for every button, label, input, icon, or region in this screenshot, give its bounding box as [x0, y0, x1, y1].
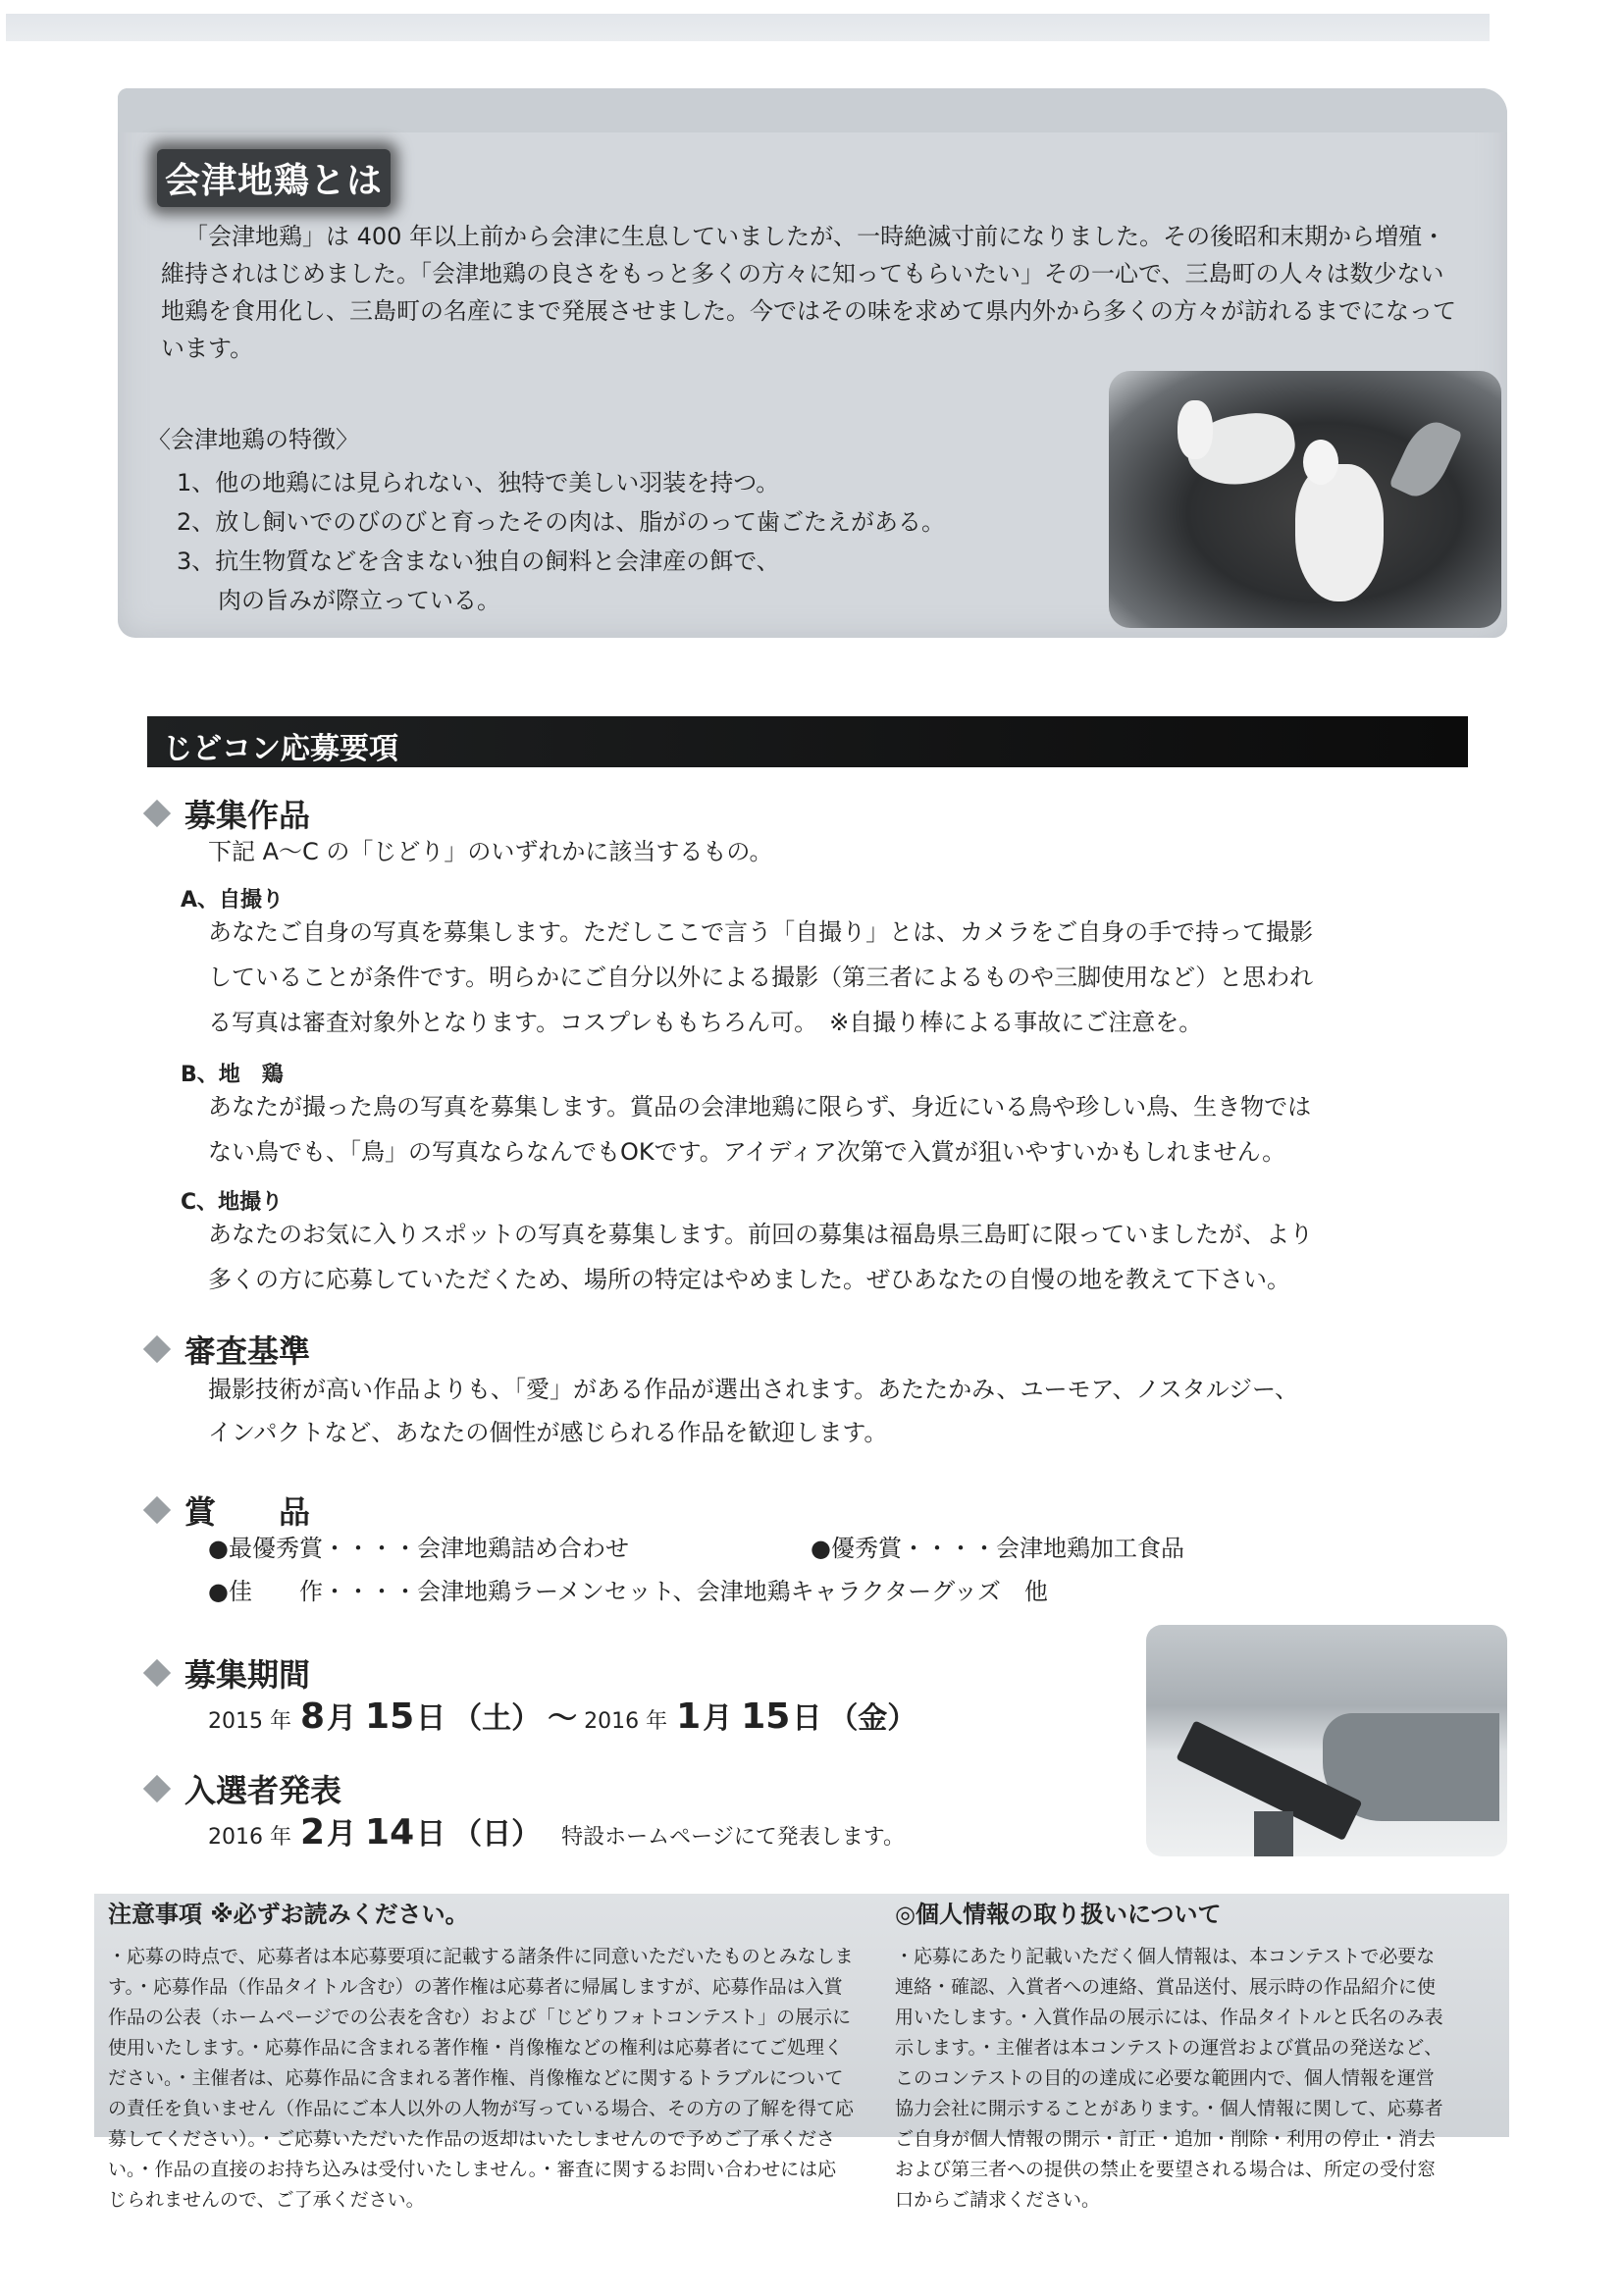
bridge-shape: [1254, 1811, 1293, 1856]
diamond-bullet-icon: [143, 1659, 171, 1687]
end-day: 15: [741, 1696, 791, 1737]
works-item-a-line: していることが条件です。明らかにご自分以外による撮影（第三者によるものや三脚使用など）と思われ: [208, 964, 1314, 991]
works-heading: [139, 791, 310, 836]
guidelines-title: じどコン応募要項: [163, 732, 398, 766]
notice-section: [108, 1900, 854, 2216]
start-month: 8: [299, 1696, 326, 1737]
start-month-unit: 月: [327, 1701, 357, 1736]
criteria-line: インパクトなど、あなたの個性が感じられる作品を歓迎します。: [208, 1419, 888, 1446]
prize-honorable: ●佳 作・・・・会津地鶏ラーメンセット、会津地鶏キャラクターグッズ 他: [208, 1578, 1048, 1605]
rooster-head-shape: [1178, 400, 1213, 459]
announcement-heading-text: 入選者発表: [184, 1772, 342, 1809]
feature-item-continued: 肉の旨みが際立っている。: [218, 587, 500, 614]
end-weekday: （金）: [828, 1701, 917, 1736]
privacy-section: [895, 1900, 1444, 2216]
works-lead: 下記 A～C の「じどり」のいずれかに該当するもの。: [208, 838, 773, 865]
works-item-a-label: A、自撮り: [181, 888, 285, 913]
intro-paragraph-text: 「会津地鶏」は 400 年以上前から会津に生息していましたが、一時絶滅寸前になりました。その後昭和末期から増殖・維持されはじめました。「会津地鶏の良さをもっと多くの方々に知ってもらいたい」その一心で、三島町の人々は数少ない地鶏を食用化し、三島町の名産にまで発展させました。今ではその味を求めて県内外から多くの方々が訪れるまでになっています。: [161, 223, 1456, 362]
range-tilde: ～: [548, 1701, 578, 1736]
works-item-c-label: C、地撮り: [181, 1190, 284, 1215]
features-list: [177, 463, 945, 620]
announce-day: 14: [365, 1812, 415, 1852]
period-dates: [208, 1694, 916, 1737]
guidelines-header-bar: [147, 716, 1468, 767]
feature-item: 3、抗生物質などを含まない独自の飼料と会津産の餌で、: [177, 548, 780, 575]
leaf-shape: [1388, 414, 1462, 504]
announce-weekday: （日）: [452, 1817, 542, 1852]
start-year: 2015 年: [208, 1709, 291, 1734]
announcement-date: [208, 1809, 905, 1852]
top-scan-strip: [6, 14, 1490, 41]
end-day-unit: 日: [792, 1701, 822, 1736]
end-month: 1: [676, 1696, 702, 1737]
works-item-b-line: あなたが撮った鳥の写真を募集します。賞品の会津地鶏に限らず、身近にいる鳥や珍しい鳥、生き物では: [208, 1093, 1312, 1121]
works-item-a-line: る写真は審査対象外となります。コスプレももちろん可。 ※自撮り棒による事故にご注意を。: [208, 1009, 1203, 1036]
period-heading-text: 募集期間: [184, 1656, 311, 1694]
announce-day-unit: 日: [416, 1817, 446, 1852]
intro-title: 会津地鶏とは: [157, 149, 391, 207]
steam-train-photo: [1146, 1625, 1507, 1856]
start-day: 15: [365, 1696, 415, 1737]
privacy-body: ・応募にあたり記載いただく個人情報は、本コンテストで必要な連絡・確認、入賞者への連絡、賞品送付、展示時の作品紹介に使用いたします。・入賞作品の展示には、作品タイトルと氏名のみ表示します。・主催者は本コンテストの運営および賞品の発送など、このコンテストの目的の達成に必要な範囲内で、個人情報を運営協力会社に開示することがあります。・個人情報に関して、応募者ご自身が個人情報の開示・訂正・追加・削除・利用の停止・消去および第三者への提供の禁止を要望される場合は、所定の受付窓口からご請求ください。: [895, 1946, 1443, 2211]
feature-item: 2、放し飼いでのびのびと育ったその肉は、脂がのって歯ごたえがある。: [177, 508, 946, 536]
criteria-line: 撮影技術が高い作品よりも、「愛」がある作品が選出されます。あたたかみ、ユーモア、ノスタルジー、: [208, 1376, 1299, 1403]
diamond-bullet-icon: [143, 1775, 171, 1802]
criteria-heading-text: 審査基準: [184, 1332, 311, 1370]
works-item-b-label: B、地 鶏: [181, 1063, 284, 1087]
works-item-c-line: 多くの方に応募していただくため、場所の特定はやめました。ぜひあなたの自慢の地を教えて下さい。: [208, 1266, 1291, 1293]
end-month-unit: 月: [703, 1701, 733, 1736]
end-year: 2016 年: [584, 1709, 668, 1734]
feature-item: 1、他の地鶏には見られない、独特で美しい羽装を持つ。: [177, 469, 780, 496]
notice-body: ・応募の時点で、応募者は本応募要項に記載する諸条件に同意いただいたものとみなします。・応募作品（作品タイトル含む）の著作権は応募者に帰属しますが、応募作品は入賞作品の公表（ホームページでの公表を含む）および「じどりフォトコンテスト」の展示に使用いたします。・応募作品に含まれる著作権・肖像権などの権利は応募者にてご処理ください。・主催者は、応募作品に含まれる著作権、肖像権などに関するトラブルについての責任を負いません（作品にご本人以外の人物が写っている場合、その方の了解を得て応募してください）。・ご応募いただいた作品の返却はいたしませんので予めご了承ください。・作品の直接のお持ち込みは受付いたしません。・審査に関するお問い合わせには応じられませんので、ご了承ください。: [108, 1946, 855, 2211]
announce-note: 特設ホームページにて発表します。: [561, 1825, 905, 1850]
intro-paragraph: [161, 218, 1466, 367]
diamond-bullet-icon: [143, 1335, 171, 1363]
works-item-c-line: あなたのお気に入りスポットの写真を募集します。前回の募集は福島県三島町に限っていましたが、より: [208, 1221, 1314, 1248]
diamond-bullet-icon: [143, 1496, 171, 1524]
privacy-title: ◎個人情報の取り扱いについて: [895, 1901, 1222, 1928]
works-item-a-line: あなたご自身の写真を募集します。ただしここで言う「自撮り」とは、カメラをご自身の手で持って撮影: [208, 918, 1314, 946]
start-day-unit: 日: [416, 1701, 446, 1736]
prize-grand: ●最優秀賞・・・・会津地鶏詰め合わせ: [208, 1535, 629, 1562]
notice-title: 注意事項 ※必ずお読みください。: [108, 1901, 469, 1928]
announcement-heading: [139, 1766, 341, 1811]
announce-month-unit: 月: [327, 1817, 357, 1852]
period-heading: [139, 1650, 310, 1696]
works-heading-text: 募集作品: [184, 797, 311, 834]
announce-month: 2: [299, 1812, 326, 1852]
prize-excellent: ●優秀賞・・・・会津地鶏加工食品: [811, 1535, 1184, 1562]
start-weekday: （土）: [452, 1701, 542, 1736]
prizes-heading-text: 賞 品: [184, 1493, 311, 1531]
chickens-photo: [1109, 371, 1501, 628]
announce-year: 2016 年: [208, 1825, 291, 1850]
hen-shape: [1295, 464, 1384, 601]
hen-head-shape: [1303, 440, 1338, 485]
diamond-bullet-icon: [143, 800, 171, 827]
features-title: 〈会津地鶏の特徴〉: [147, 426, 359, 453]
prizes-heading: [139, 1487, 310, 1533]
works-item-b-line: ない鳥でも、「鳥」の写真ならなんでもOKです。アイディア次第で入賞が狙いやすいかもしれません。: [208, 1138, 1286, 1166]
criteria-heading: [139, 1327, 310, 1372]
